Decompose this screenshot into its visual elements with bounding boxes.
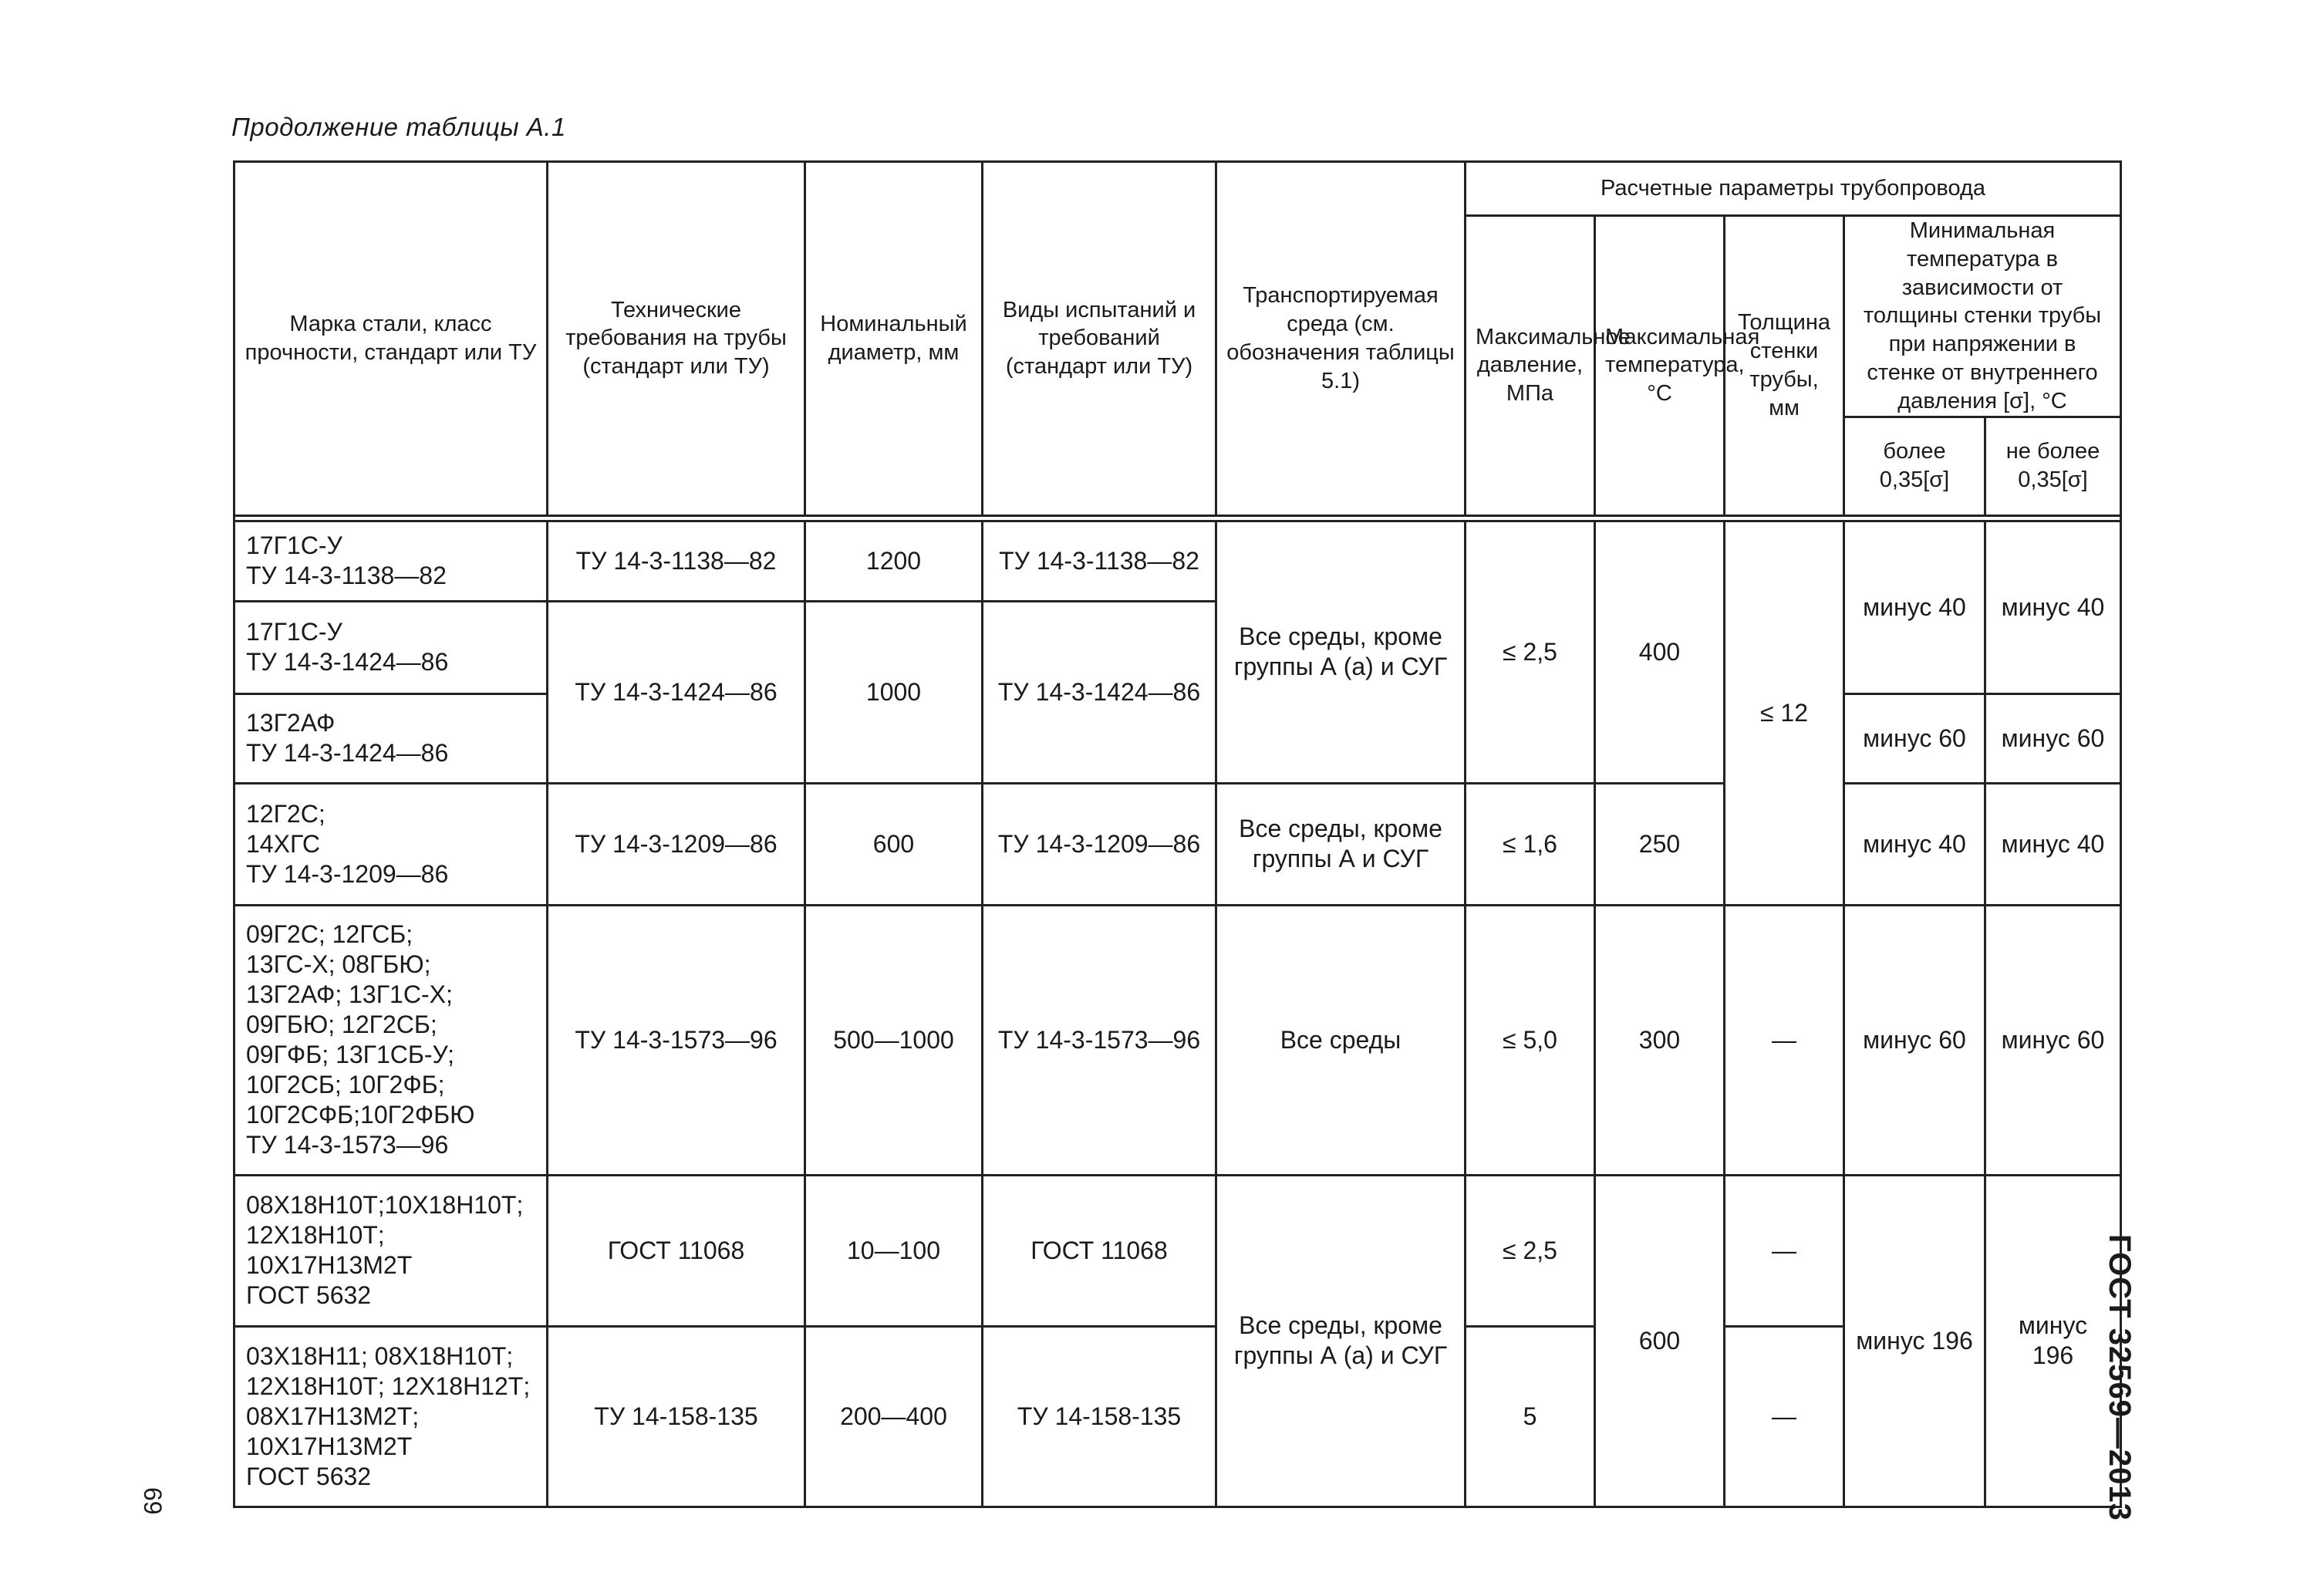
- cell-medium: Все среды, кроме группы А (а) и СУГ: [1216, 521, 1466, 783]
- cell-tests: ГОСТ 11068: [983, 1175, 1216, 1326]
- cell-temp: 250: [1595, 783, 1725, 905]
- table-row: [234, 1326, 2121, 1507]
- header-max-temp: Максимальная температура, °C: [1595, 216, 1725, 516]
- cell-steel: 12Г2С; 14ХГС ТУ 14-3-1209—86: [234, 783, 548, 905]
- header-steel: Марка стали, класс прочности, стандарт или ТУ: [234, 162, 548, 516]
- cell-tech-req: ТУ 14-158-135: [548, 1326, 805, 1507]
- header-min-temp: Минимальная температура в зависимости от толщины стенки трубы при напряжении в стенке от внутреннего давления [σ], °C: [1844, 216, 2121, 417]
- cell-temp: 300: [1595, 905, 1725, 1175]
- cell-wall: —: [1725, 1326, 1844, 1507]
- cell-min-more: минус 40: [1844, 783, 1985, 905]
- cell-tests: ТУ 14-3-1209—86: [983, 783, 1216, 905]
- cell-steel: 09Г2С; 12ГСБ; 13ГС-Х; 08ГБЮ; 13Г2АФ; 13Г1С-Х; 09ГБЮ; 12Г2СБ; 09ГФБ; 13Г1СБ-У; 10Г2СБ; 10Г2ФБ; 10Г2СФБ;10Г2ФБЮ ТУ 14-3-1573—96: [234, 905, 548, 1175]
- header-not-more: не более 0,35[σ]: [1985, 417, 2121, 515]
- header-more: более 0,35[σ]: [1844, 417, 1985, 515]
- cell-pressure: ≤ 1,6: [1466, 783, 1595, 905]
- cell-min-not-more: минус 40: [1985, 521, 2121, 693]
- cell-medium: Все среды, кроме группы А (а) и СУГ: [1216, 1175, 1466, 1507]
- cell-steel: 08Х18Н10Т;10Х18Н10Т; 12Х18Н10Т; 10Х17Н13М2Т ГОСТ 5632: [234, 1175, 548, 1326]
- table-caption: Продолжение таблицы А.1: [231, 113, 566, 141]
- header-max-pressure: Максимальное давление, МПа: [1466, 216, 1595, 516]
- cell-min-not-more: минус 40: [1985, 783, 2121, 905]
- header-tech-req: Технические требования на трубы (стандарт или ТУ): [548, 162, 805, 516]
- header-wall: Толщина стенки трубы, мм: [1725, 216, 1844, 516]
- cell-tests: ТУ 14-158-135: [983, 1326, 1216, 1507]
- cell-diameter: 1200: [805, 521, 983, 601]
- cell-tech-req: ТУ 14-3-1138—82: [548, 521, 805, 601]
- cell-steel: 17Г1С-У ТУ 14-3-1424—86: [234, 601, 548, 693]
- cell-tests: ТУ 14-3-1573—96: [983, 905, 1216, 1175]
- cell-pressure: ≤ 2,5: [1466, 1175, 1595, 1326]
- cell-temp: 600: [1595, 1175, 1725, 1507]
- cell-min-not-more: минус 60: [1985, 693, 2121, 783]
- header-diameter: Номинальный диаметр, мм: [805, 162, 983, 516]
- cell-min-more: минус 40: [1844, 521, 1985, 693]
- cell-min-not-more: минус 60: [1985, 905, 2121, 1175]
- cell-diameter: 10—100: [805, 1175, 983, 1326]
- cell-tech-req: ТУ 14-3-1209—86: [548, 783, 805, 905]
- cell-temp: 400: [1595, 521, 1725, 783]
- cell-tests: ТУ 14-3-1138—82: [983, 521, 1216, 601]
- cell-diameter: 500—1000: [805, 905, 983, 1175]
- page-number: 69: [139, 1487, 167, 1515]
- header-separator: [234, 515, 2121, 521]
- cell-wall: ≤ 12: [1725, 521, 1844, 905]
- header-medium: Транспортируемая среда (см. обозначения таблицы 5.1): [1216, 162, 1466, 516]
- side-document-title: ГОСТ 32569—2013: [2103, 1234, 2137, 1521]
- cell-steel: 13Г2АФ ТУ 14-3-1424—86: [234, 693, 548, 783]
- cell-diameter: 1000: [805, 601, 983, 783]
- steel-pipe-table: [233, 160, 2122, 1508]
- cell-steel: 03Х18Н11; 08Х18Н10Т; 12Х18Н10Т; 12Х18Н12Т; 08Х17Н13М2Т; 10Х17Н13М2Т ГОСТ 5632: [234, 1326, 548, 1507]
- cell-min-not-more: минус 196: [1985, 1175, 2121, 1507]
- cell-medium: Все среды: [1216, 905, 1466, 1175]
- table-row: [234, 905, 2121, 1175]
- cell-min-more: минус 196: [1844, 1175, 1985, 1507]
- cell-tests: ТУ 14-3-1424—86: [983, 601, 1216, 783]
- cell-pressure: 5: [1466, 1326, 1595, 1507]
- header-calc-params: Расчетные параметры трубопровода: [1466, 162, 2121, 216]
- cell-diameter: 200—400: [805, 1326, 983, 1507]
- cell-steel: 17Г1С-У ТУ 14-3-1138—82: [234, 521, 548, 601]
- table-row: [234, 521, 2121, 601]
- cell-min-more: минус 60: [1844, 693, 1985, 783]
- cell-pressure: ≤ 5,0: [1466, 905, 1595, 1175]
- cell-wall: —: [1725, 905, 1844, 1175]
- cell-medium: Все среды, кроме группы А и СУГ: [1216, 783, 1466, 905]
- table-row: [234, 1175, 2121, 1326]
- cell-min-more: минус 60: [1844, 905, 1985, 1175]
- cell-wall: —: [1725, 1175, 1844, 1326]
- cell-diameter: 600: [805, 783, 983, 905]
- cell-pressure: ≤ 2,5: [1466, 521, 1595, 783]
- header-tests: Виды испытаний и требований (стандарт или ТУ): [983, 162, 1216, 516]
- cell-tech-req: ТУ 14-3-1573—96: [548, 905, 805, 1175]
- cell-tech-req: ГОСТ 11068: [548, 1175, 805, 1326]
- cell-tech-req: ТУ 14-3-1424—86: [548, 601, 805, 783]
